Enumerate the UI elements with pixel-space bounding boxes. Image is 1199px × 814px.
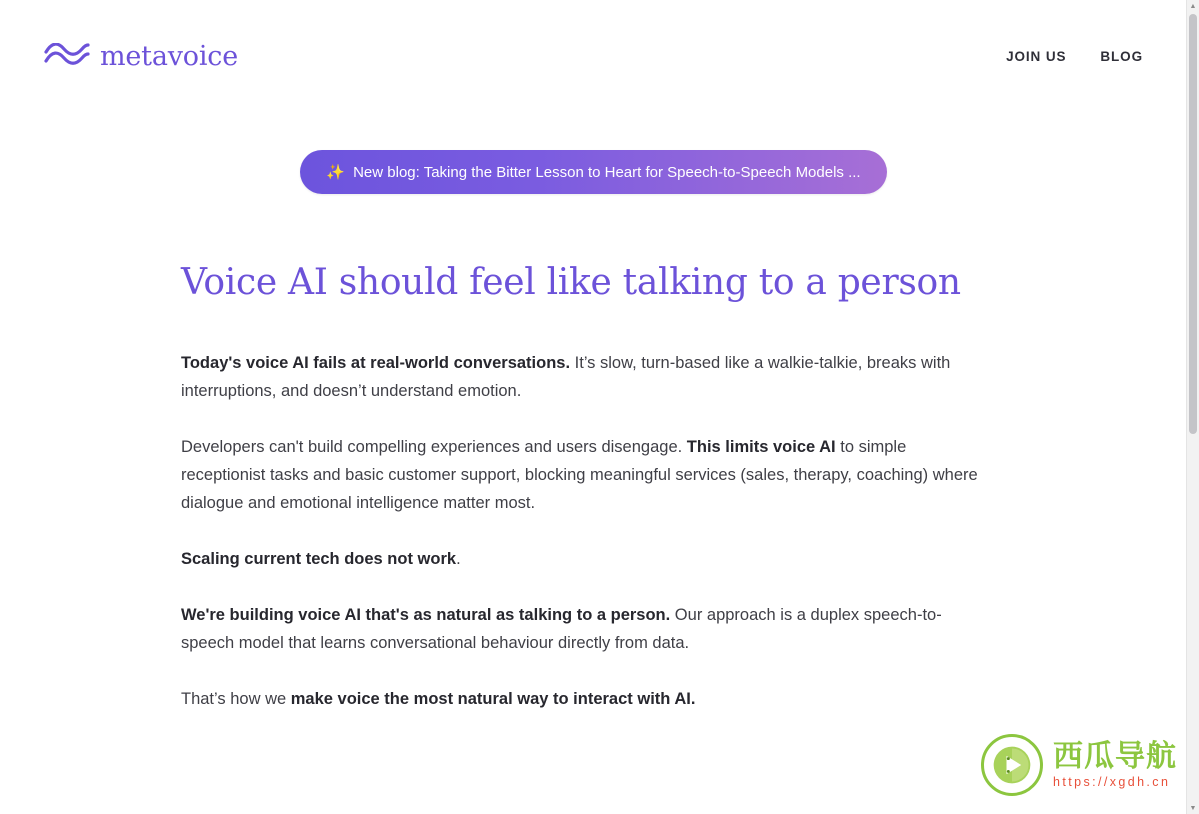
page-title: Voice AI should feel like talking to a person — [181, 262, 961, 303]
primary-nav — [1006, 49, 1143, 64]
body-text: It’s slow, turn-based like a walkie-talkie, breaks with interruptions, and doesn’t understand emotion. — [181, 354, 951, 401]
body-text: Developers can't build compelling experiences and users disengage. — [181, 438, 687, 457]
announcement-banner-text: New blog: Taking the Bitter Lesson to Heart for Speech-to-Speech Models ... — [353, 163, 861, 181]
announcement-banner-link[interactable] — [300, 150, 886, 194]
nav-item-blog[interactable]: BLOG — [1100, 48, 1143, 64]
paragraph-4 — [181, 601, 981, 657]
vertical-scrollbar[interactable] — [1186, 0, 1199, 814]
scroll-down-arrow-icon[interactable]: ▼ — [1189, 804, 1197, 812]
paragraph-5 — [181, 685, 981, 713]
paragraph-3 — [181, 545, 981, 573]
body-text: Our approach is a duplex speech-to-speech model that learns conversational behaviour directly from data. — [181, 606, 942, 653]
paragraph-2 — [181, 433, 981, 517]
watermark-url: https://xgdh.cn — [1053, 774, 1171, 789]
emphasis-text: Scaling current tech does not work — [181, 550, 457, 569]
watermark-text — [1053, 739, 1177, 789]
wave-logo-icon — [44, 43, 90, 69]
nav-item-join-us[interactable]: JOIN US — [1006, 48, 1067, 64]
watermark-overlay — [981, 734, 1177, 796]
emphasis-text: This limits voice AI — [686, 438, 836, 457]
watermelon-navigation-icon — [981, 734, 1043, 796]
body-text: to simple receptionist tasks and basic customer support, blocking meaningful services (sales, therapy, coaching) where dialogue and emotional intelligence matter most. — [181, 438, 978, 513]
brand-logo-link[interactable] — [44, 40, 238, 72]
body-text: . — [456, 550, 461, 569]
brand-name: metavoice — [100, 40, 238, 72]
sparkles-icon: ✨ — [326, 163, 346, 181]
body-text: That’s how we — [181, 690, 291, 709]
scrollbar-thumb[interactable] — [1189, 14, 1197, 434]
site-header — [0, 0, 1187, 112]
scroll-up-arrow-icon[interactable]: ▲ — [1189, 2, 1197, 10]
emphasis-text: We're building voice AI that's as natural as talking to a person. — [181, 606, 671, 625]
announcement-banner-container — [0, 150, 1187, 194]
watermark-title: 西瓜导航 — [1053, 739, 1177, 773]
emphasis-text: make voice the most natural way to interact with AI. — [290, 690, 696, 709]
main-content — [181, 262, 981, 741]
emphasis-text: Today's voice AI fails at real-world conversations. — [181, 354, 571, 373]
paragraph-1 — [181, 349, 981, 405]
